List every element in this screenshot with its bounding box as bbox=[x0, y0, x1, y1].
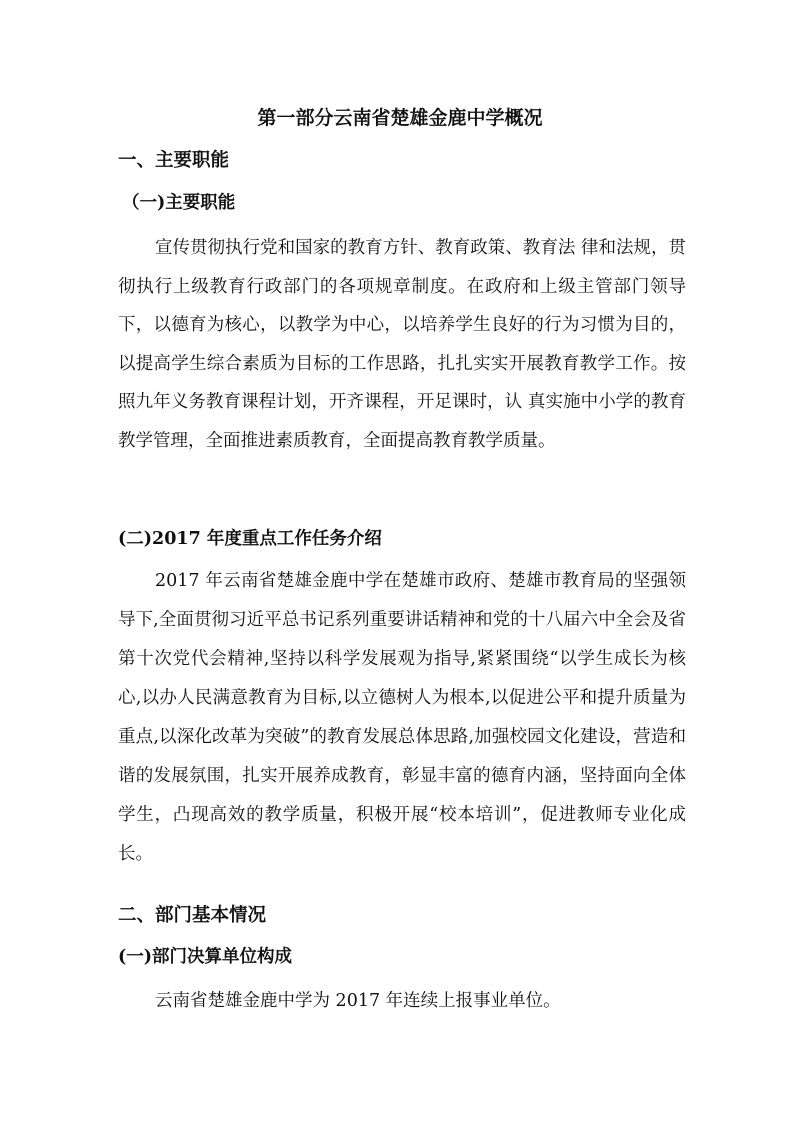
paragraph-main-functions: 宣传贯彻执行党和国家的教育方针、教育政策、教育法 律和法规，贯彻执行上级教育行政部门的各项规章制度。在政府和上级主管部门领导下，以德育为核心，以教学为中心，以培养学生良好的行为习惯为目的，以提高学生综合素质为目标的工作思路，扎扎实实开展教育教学工作。按照九年义务教育课程计划，开齐课程，开足课时，认 真实施中小学的教育教学管理，全面推进素质教育，全面提高教育教学质量。 bbox=[118, 238, 686, 451]
subsection-heading-main-functions: （一)主要职能 bbox=[122, 193, 236, 213]
section-heading-main-functions: 一、主要职能 bbox=[118, 150, 230, 171]
subsection-heading-unit-composition: (一)部门决算单位构成 bbox=[118, 947, 293, 967]
paragraph-key-tasks-2017: 2017 年云南省楚雄金鹿中学在楚雄市政府、楚雄市教育局的坚强领导下,全面贯彻习近平总书记系列重要讲话精神和党的十八届六中全会及省第十次党代会精神,坚持以科学发展观为指导,紧紧围绕“以学生成长为核心,以办人民满意教育为目标,以立德树人为根本,以促进公平和提升质量为重点,以深化改革为突破”的教育发展总体思路,加强校园文化建设，营造和谐的发展氛围，扎实开展养成教育，彰显丰富的德育内涵，坚持面向全体学生，凸现高效的教学质量，积极开展“校本培训”，促进教师专业化成长。 bbox=[118, 571, 686, 864]
paragraph-unit-composition: 云南省楚雄金鹿中学为 2017 年连续上报事业单位。 bbox=[155, 991, 561, 1011]
page-title: 第一部分云南省楚雄金鹿中学概况 bbox=[257, 107, 543, 129]
section-heading-department-basics: 二、部门基本情况 bbox=[118, 905, 267, 926]
subsection-heading-key-tasks-2017: (二)2017 年度重点工作任务介绍 bbox=[118, 529, 382, 549]
